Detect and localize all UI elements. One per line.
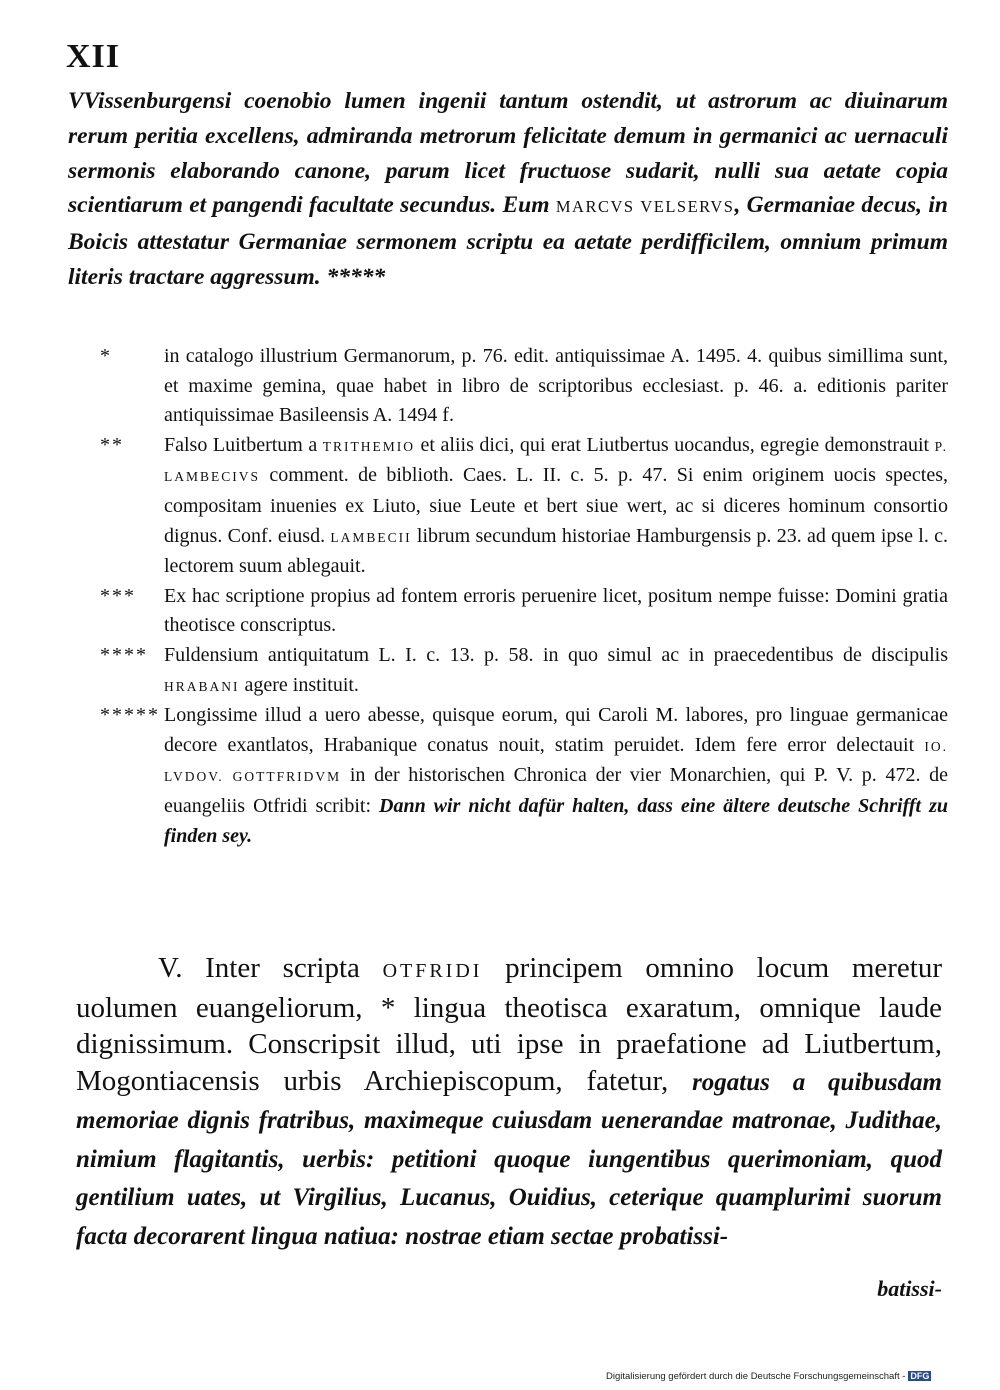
footnote-text: Ex hac scriptione propius ad fontem erroris peruenire licet, positum nempe fuisse: Domini gratia theotisce conscriptus. [164,584,948,637]
footnote [100,701,948,851]
intro-paragraph [68,84,948,295]
footnote-name: HRABANI [164,678,240,694]
footnote-mark: **** [100,643,148,666]
dfg-logo: DFG [910,1371,930,1381]
footnote-text: Fuldensium antiquitatum L. I. c. 13. p. 58. in quo simul ac in praecedentibus de discipulis [164,643,948,666]
footnote-text: Longissime illud a uero abesse, quisque eorum, qui Caroli M. labores, pro linguae germanicae decore exantlatos, Hrabanique conatus nouit, statim peruidet. Idem fere error delectauit [164,704,948,756]
footnote-name: LAMBECII [330,529,412,545]
footnote-mark: ** [100,433,124,456]
section-text: Inter scripta [182,952,383,984]
intro-name-velserus: MARCVS VELSERVS [555,197,735,217]
footnote [100,431,948,582]
footnote-mark: * [100,345,112,367]
intro-text-1: VVissenburgensi coenobio lumen ingenii tantum ostendit, ut astrorum ac diuinarum rerum peritia excellens, admiranda metrorum felicitate demum in germanici ac uernaculi sermonis elaborando canone, parum licet fructuose sudarit, nulli sua aetate copia scientiarum et pangendi facultate secundus. Eum [68,88,948,219]
section-quote: rogatus a quibusdam memoriae dignis fratribus, maximeque cuiusdam uenerandae matronae, Judithae, nimium flagitantis, uerbis: petitioni quoque iungentibus querimoniam, quod gentilium uates, ut Virgilius, Lucanus, Ouidius, ceterique quamplurimi suorum facta decorarent lingua natiua: nostrae etiam sectae probatissi- [76,1068,942,1250]
footnote-name: P. LAMBECIVS [164,438,948,485]
section-name-otfridi: OTFRIDI [382,960,483,982]
digitization-footer [606,1371,931,1382]
intro-footnote-mark: ***** [326,263,386,290]
footnote-text: librum secundum historiae Hamburgensis p. 23. ad quem ipse l. c. lectorem suum ablegauit. [164,524,948,578]
footnotes [100,342,948,851]
footnote-text: et aliis dici, qui erat Liutbertus uocandus, egregie demonstrauit [415,433,935,456]
footnote-text: in catalogo illustrium Germanorum, p. 76. edit. antiquissimae A. 1495. 4. quibus simillima sunt, et maxime gemina, quae habet in libro de scriptoribus ecclesiast. p. 46. a. editionis pariter antiquissimae Basileensis A. 1494 f. [164,345,948,427]
page-number: XII [66,38,121,75]
footnote [100,342,948,431]
catchword: batissi- [877,1276,942,1301]
intro-text-2: , Germaniae decus, in Boicis attestatur Germaniae sermonem scriptu ea aetate perdifficilem, omnium primum literis tractare aggressum. [68,192,948,290]
footnote-mark: *** [100,584,136,607]
footnote-text: in der historischen Chronica der vier Monarchien, qui P. V. p. 472. de euangeliis Otfridi scribit: [164,764,948,817]
section-text: principem omnino locum meretur uolumen euangeliorum, * lingua theotisca exaratum, omnique laude dignissimum. Conscripsit illud, uti ipse in praefatione ad Liutbertum, Mogontiacensis urbis Archiepiscopum, fatetur, [76,952,943,1097]
footer-text: Digitalisierung gefördert durch die Deutsche Forschungsgemeinschaft - [606,1371,906,1382]
section-v-paragraph [76,950,942,1255]
footnote-text: agere instituit. [239,673,359,696]
footnote-name: IO. LVDOV. GOTTFRIDVM [164,738,948,785]
footnote-mark: ***** [100,704,160,727]
section-number: V. [158,952,183,984]
footnote [100,641,948,701]
footnote-text: comment. de biblioth. Caes. L. II. c. 5. p. 47. Si enim originem uocis spectes, compositam inuenies ex Liuto, siue Leute et bert siue wert, ac si diceres hominum consortio dignus. Conf. eiusd. [164,464,948,547]
footnote-german-quote: Dann wir nicht dafür halten, dass eine ältere deutsche Schrifft zu finden sey. [164,794,948,847]
footnote-text: Falso Luitbertum a [164,433,323,456]
footnote [100,582,948,641]
footnote-name: TRITHEMIO [322,438,416,454]
